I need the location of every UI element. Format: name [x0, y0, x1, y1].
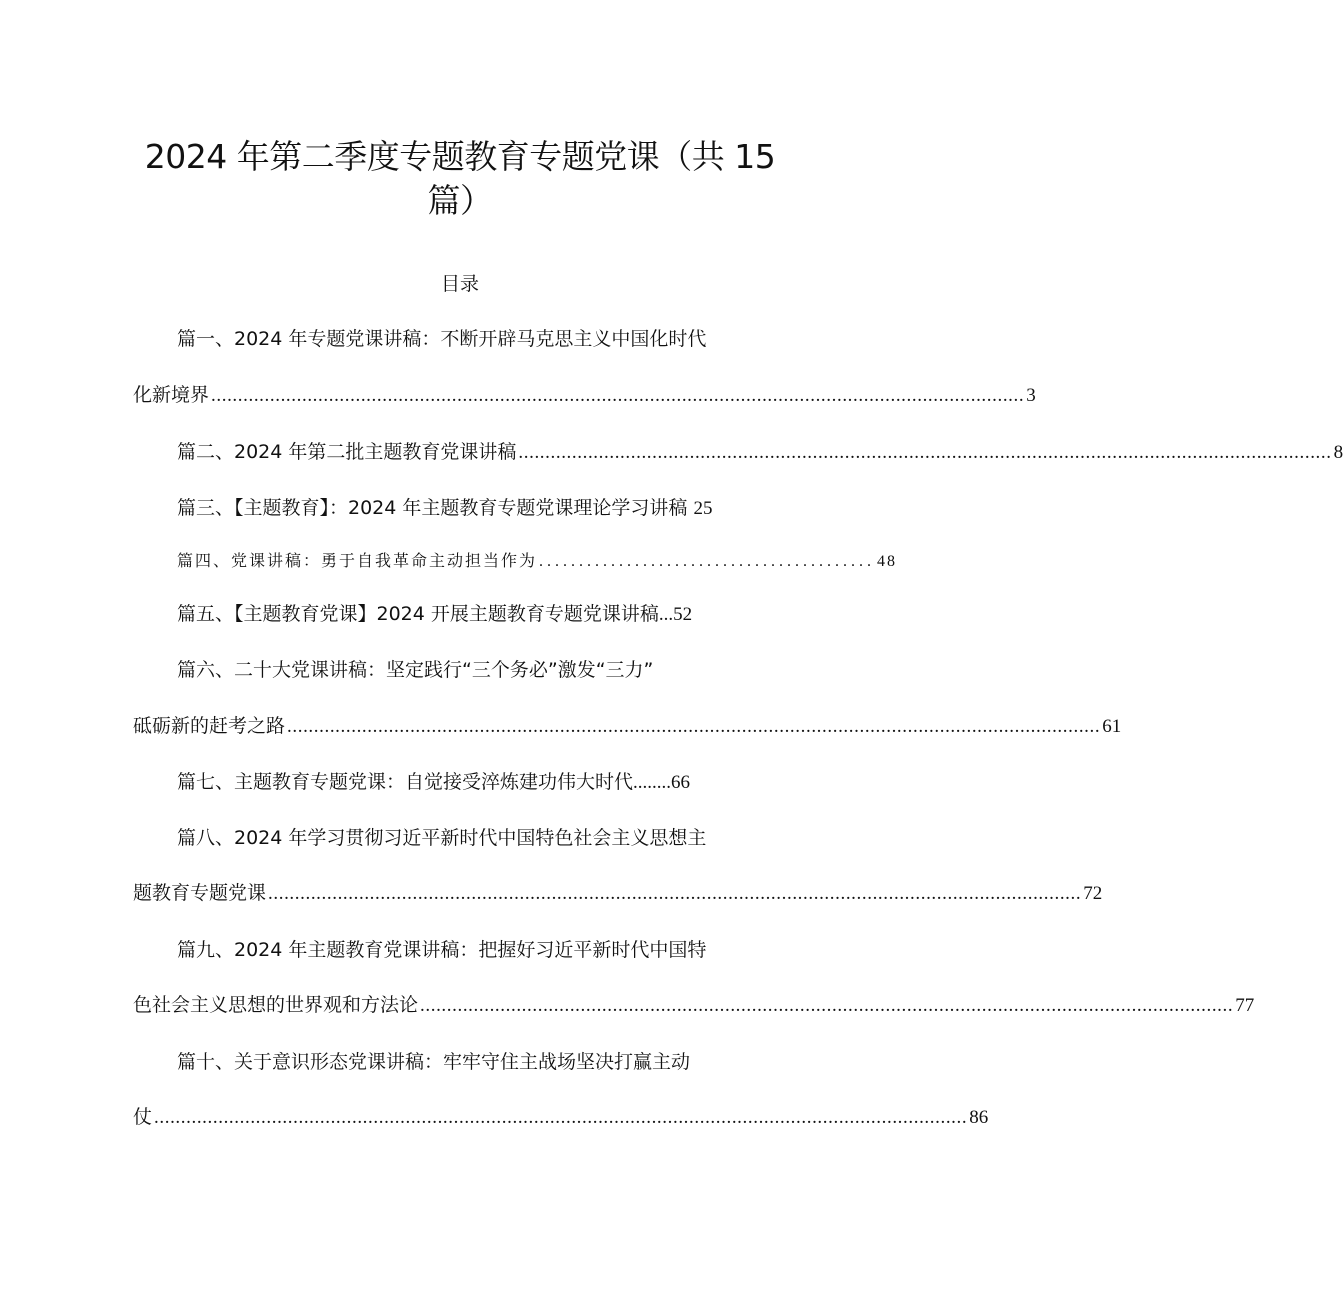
dot-leader: ..........................................	[539, 553, 876, 570]
toc-entry-text: 篇四、党课讲稿：勇于自我革命主动担当作为	[177, 551, 538, 570]
toc-entry-4[interactable]	[177, 548, 898, 574]
dot-leader: ........................................................................................................................................................	[154, 1107, 968, 1128]
toc-entry-text: 篇七、主题教育专题党课：自觉接受淬炼建功伟大时代	[177, 771, 634, 793]
toc-entry-text: 砥砺新的赶考之路	[133, 715, 286, 737]
toc-entry-5[interactable]	[177, 601, 692, 628]
toc-page-number: 61	[1102, 716, 1122, 737]
toc-entry-text: 题教育专题党课	[133, 882, 267, 904]
toc-page-number: 3	[1026, 385, 1036, 406]
toc-page-number: 72	[1083, 883, 1103, 904]
toc-entry-6-line-2[interactable]	[133, 713, 1122, 739]
toc-entry-6-line-1[interactable]: 篇六、二十大党课讲稿：坚定践行“三个务必”激发“三力”	[177, 659, 654, 681]
toc-entry-10-line-2[interactable]	[133, 1104, 989, 1130]
toc-page-number: 86	[969, 1107, 989, 1128]
toc-entry-text: 仗	[133, 1106, 153, 1128]
dot-leader: ........................................................................................................................................................	[518, 442, 1332, 463]
dot-leader: ........	[633, 772, 672, 793]
toc-heading: 目录	[440, 273, 479, 295]
toc-entry-text: 色社会主义思想的世界观和方法论	[133, 994, 419, 1016]
toc-entry-2[interactable]	[177, 439, 1343, 465]
toc-entry-10-line-1[interactable]: 篇十、关于意识形态党课讲稿：牢牢守住主战场坚决打赢主动	[177, 1051, 691, 1073]
dot-leader: ........................................................................................................................................................	[268, 883, 1082, 904]
toc-entry-text: 化新境界	[133, 384, 210, 406]
toc-entry-9-line-2[interactable]	[133, 992, 1255, 1018]
title-line-2: 篇）	[427, 181, 493, 220]
toc-page-number: 66	[671, 772, 691, 793]
toc-entry-text: 篇三、【主题教育】：2024 年主题教育专题党课理论学习讲稿	[177, 497, 688, 519]
toc-entry-1-line-2[interactable]	[133, 382, 1036, 408]
dot-leader: ........................................................................................................................................................	[420, 995, 1234, 1016]
toc-entry-1-line-1[interactable]: 篇一、2024 年专题党课讲稿：不断开辟马克思主义中国化时代	[177, 328, 707, 350]
toc-entry-9-line-1[interactable]: 篇九、2024 年主题教育党课讲稿：把握好习近平新时代中国特	[177, 939, 707, 961]
toc-page-number: 25	[693, 498, 713, 519]
dot-leader: ........................................................................................................................................................	[287, 716, 1101, 737]
toc-entry-text: 篇二、2024 年第二批主题教育党课讲稿	[177, 441, 517, 463]
dot-leader: ........................................................................................................................................................	[211, 385, 1025, 406]
toc-entry-8-line-2[interactable]	[133, 880, 1103, 906]
toc-page-number: 52	[673, 604, 693, 625]
toc-page-number: 8	[1333, 442, 1343, 463]
toc-entry-8-line-1[interactable]: 篇八、2024 年学习贯彻习近平新时代中国特色社会主义思想主	[177, 827, 707, 849]
dot-leader: ...	[658, 604, 674, 625]
document-title	[0, 135, 920, 223]
toc-entry-text: 篇五、【主题教育党课】2024 开展主题教育专题党课讲稿	[177, 603, 659, 625]
toc-entry-7[interactable]	[177, 769, 690, 796]
toc-page-number: 77	[1235, 995, 1255, 1016]
toc-page-number: 48	[877, 553, 898, 570]
title-line-1: 2024 年第二季度专题教育专题党课（共 15	[144, 137, 776, 176]
toc-entry-3[interactable]	[177, 495, 775, 522]
